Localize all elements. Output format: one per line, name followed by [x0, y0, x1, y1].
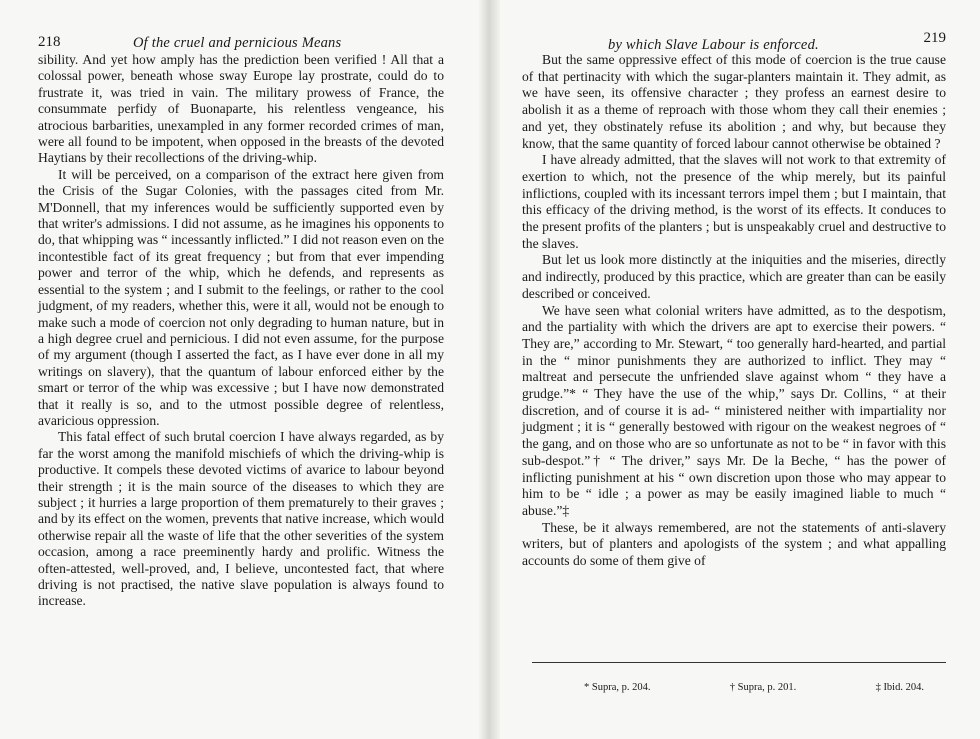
left-running-title: Of the cruel and pernicious Means	[133, 35, 342, 51]
left-paragraph: It will be perceived, on a comparison of the extract here given from the Crisis of the Sugar Colonies, with the passages cited from Mr. M'Donnell, that my inferences would be sufficiently supported even by that writer's admissions. I did not assume, as he imagines his opponents to do, that whipping was “ incessantly inflicted.” I did not reason even on the incontestible fact of its great frequency ; but from that ever impending power and terror of the whip, which he defends, and represents as essential to the system ; and I submit to the feelings, or rather to the cool judgment, of my readers, whether this, were it all, would not be enough to make such a mode of coercion not only degrading to human nature, but in a high degree cruel and pernicious. I did not even assume, for the purpose of my argument (though I asserted the fact, as I have ever done in all my writings on slavery), that the quantum of labour enforced either by the smart or terror of the whip was excessive ; but I have now demonstrated that it really is so, and to the utmost possible degree of relentless, avaricious oppression.	[38, 166, 444, 428]
left-paragraph: sibility. And yet how amply has the prediction been verified ! All that a colossal power, beneath whose sway Europe lay prostrate, could do to frustrate it, was tried in vain. The military prowess of France, the consummate perfidy of Buonaparte, his relentless vengeance, his atrocious barbarities, unexampled in any former recorded crimes of man, were all found to be impotent, when opposed in the breasts of the devoted Haytians by their recollections of the driving-whip.	[38, 52, 444, 166]
footnote: † Supra, p. 201.	[729, 682, 797, 693]
left-page	[38, 30, 444, 610]
right-running-title: by which Slave Labour is enforced.	[608, 37, 819, 53]
right-page-body	[522, 52, 946, 570]
footnotes	[584, 682, 924, 693]
right-paragraph: We have seen what colonial writers have admitted, as to the despotism, and the partiality with which the drivers are apt to exercise their powers. “ They are,” according to Mr. Stewart, “ too generally hard-hearted, and partial in the “ minor punishments they are authorized to inflict. They may “ maltreat and persecute the unfriended slave against whom “ they have a grudge.”* “ They have the use of the whip,” says Dr. Collins, “ at their discretion, and of course it is ad- “ ministered neither with impartiality nor judgment ; it is “ generally bestowed with rigour on the weakest negroes of “ the gang, and on those who are so unfortunate as not to be “ in favor with this sub-despot.”† “ The driver,” says Mr. De la Beche, “ has the power of inflicting punishment at his “ own discretion upon those who may appear to him to be “ idle ; a power as may be easily imagined liable to much “ abuse.”‡	[522, 302, 946, 518]
right-running-head	[522, 30, 946, 52]
right-paragraph: I have already admitted, that the slaves will not work to that extremity of exertion to which, not the presence of the whip merely, but its painful inflictions, coupled with its incessant terrors impel them ; but I maintain, that this efficacy of the driving method, is the worst of its effects. It conduces to the present profits of the planters ; but is unspeakably cruel and destructive to the slaves.	[522, 152, 946, 251]
right-paragraph: But let us look more distinctly at the iniquities and the miseries, directly and indirectly, produced by this practice, which are greater than can be easily described or conceived.	[522, 252, 946, 301]
footnote: ‡ Ibid. 204.	[875, 682, 924, 693]
footnote-rule	[532, 662, 946, 663]
left-paragraph: This fatal effect of such brutal coercion I have always regarded, as by far the worst among the manifold mischiefs of which the driving-whip is productive. It compels these devoted victims of avarice to labour beyond their strength ; it is the main source of the diseases to which they are subject ; it hurries a large proportion of them prematurely to their graves ; and by its effect on the women, prevents that native increase, which would otherwise repair all the waste of life that the other severities of the system occasion, among a race preeminently hardy and prolific. Witness the often-attested, well-proved, and, I believe, uncontested fact, that where driving is not practised, the native slave population is always found to increase.	[38, 429, 444, 609]
right-paragraph: But the same oppressive effect of this mode of coercion is the true cause of that pertinacity with which the sugar-planters maintain it. They admit, as we have seen, its offensive character ; they profess an earnest desire to abolish it as a theme of reproach with those whom they call their enemies ; and yet, they obstinately refuse its abolition ; and why, but because they know, that the same quantity of forced labour cannot otherwise be obtained ?	[522, 52, 946, 151]
left-page-body	[38, 52, 444, 610]
left-page-number: 218	[38, 34, 61, 50]
right-page	[522, 30, 946, 693]
right-page-number: 219	[923, 30, 946, 46]
right-paragraph: These, be it always remembered, are not the statements of anti-slavery writers, but of planters and apologists of the system ; and what appalling accounts do some of them give of	[522, 519, 946, 569]
left-running-head	[38, 30, 444, 52]
book-gutter	[478, 0, 500, 739]
footnote: * Supra, p. 204.	[584, 682, 651, 693]
